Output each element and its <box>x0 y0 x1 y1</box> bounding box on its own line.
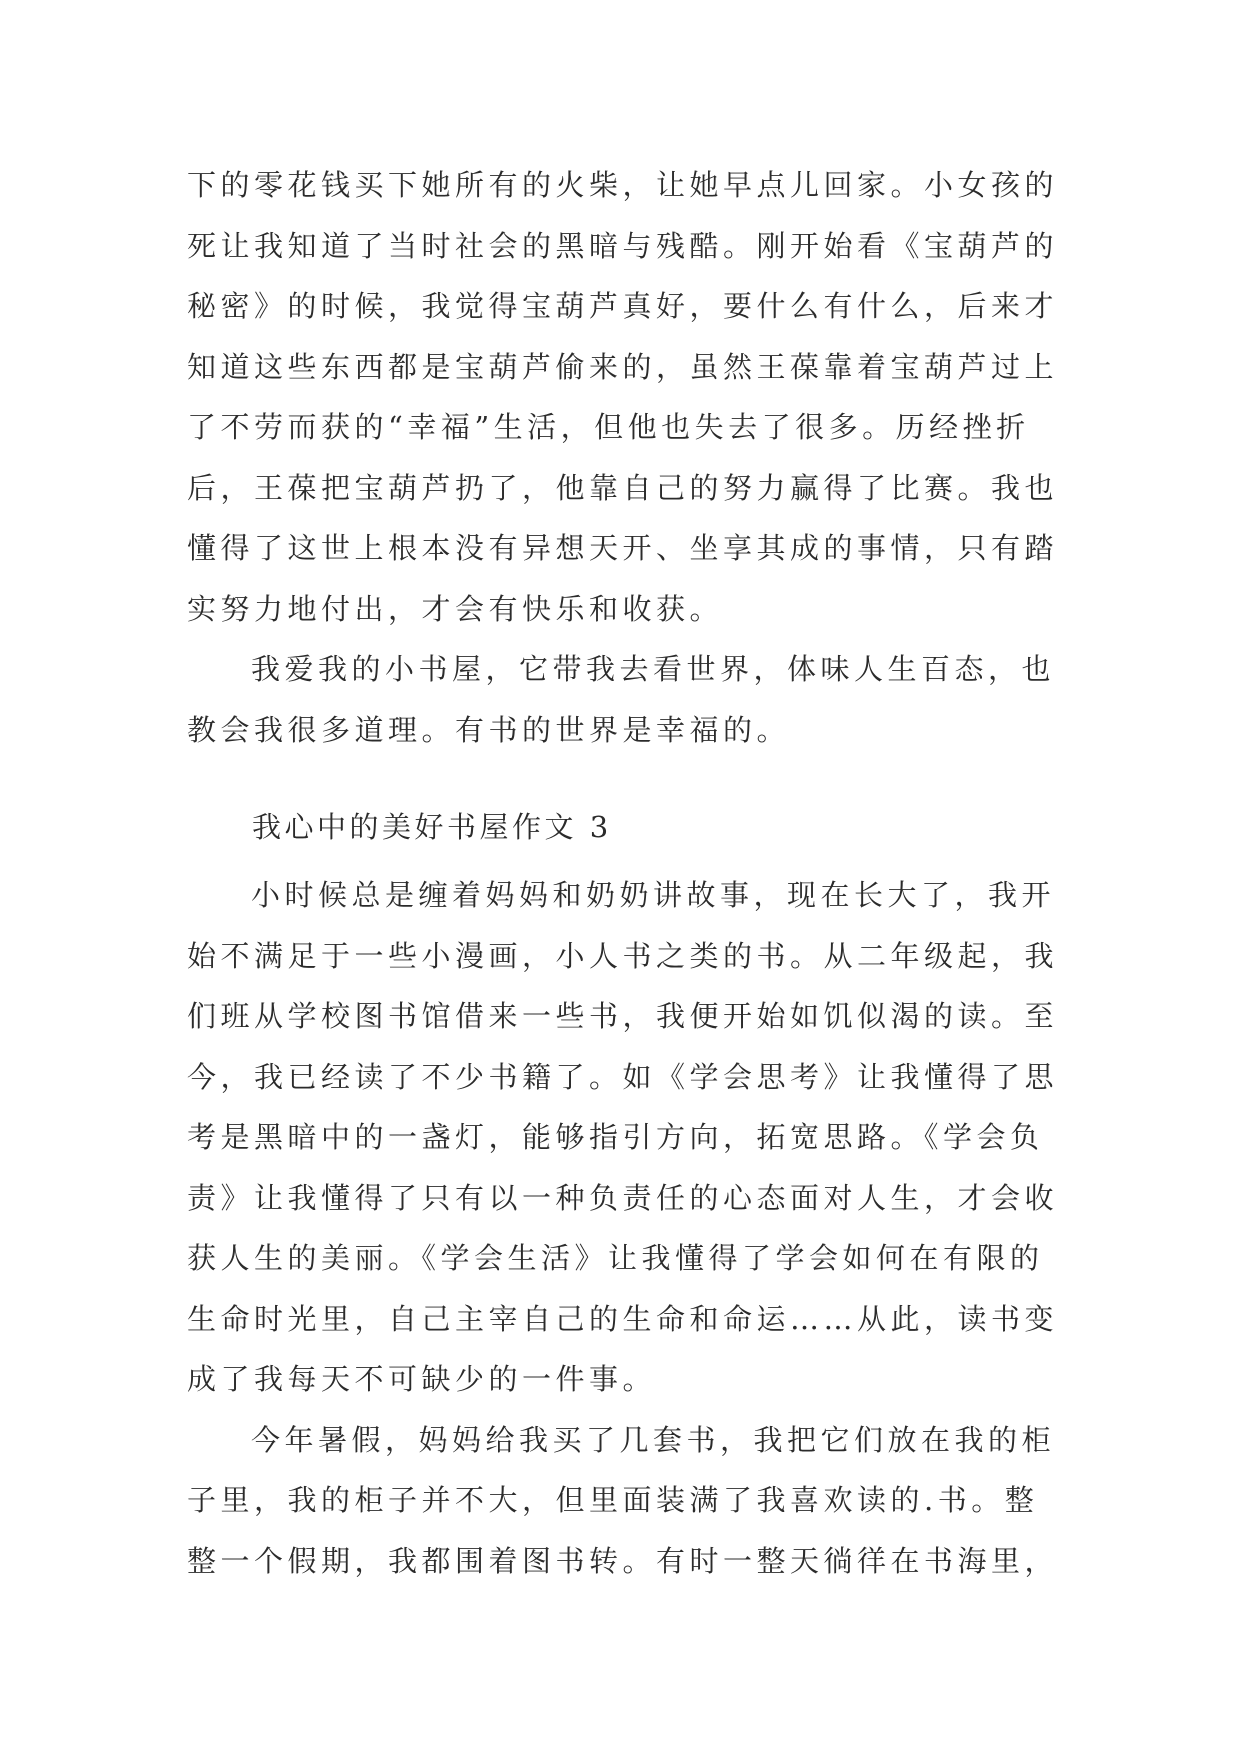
text-line: 实努力地付出，才会有快乐和收获。 <box>187 591 724 626</box>
text-line: 考是黑暗中的一盏灯，能够指引方向，拓宽思路。《学会负 <box>187 1120 1044 1154</box>
text-line: 今，我已经读了不少书籍了。如《学会思考》让我懂得了思 <box>187 1059 1059 1094</box>
text-line: 今年暑假，妈妈给我买了几套书，我把它们放在我的柜 <box>251 1422 1056 1457</box>
text-line: 成了我每天不可缺少的一件事。 <box>187 1362 657 1396</box>
text-line: 后，王葆把宝葫芦扔了，他靠自己的努力赢得了比赛。我也 <box>187 470 1059 505</box>
text-line: 子里，我的柜子并不大，但里面装满了我喜欢读的.书。整 <box>187 1483 1039 1517</box>
text-line: 懂得了这世上根本没有异想天开、坐享其成的事情，只有踏 <box>187 531 1059 565</box>
text-line: 了不劳而获的“幸福”生活，但他也失去了很多。历经挫折 <box>187 410 1030 444</box>
text-line: 教会我很多道理。有书的世界是幸福的。 <box>187 712 791 747</box>
paragraph-continuation <box>187 155 1059 760</box>
text-line: 始不满足于一些小漫画，小人书之类的书。从二年级起，我 <box>187 938 1059 973</box>
paragraph-body <box>187 865 1059 1591</box>
text-line: 下的零花钱买下她所有的火柴，让她早点儿回家。小女孩的 <box>187 168 1059 202</box>
essay-heading: 我心中的美好书屋作文 3 <box>252 810 612 844</box>
text-line: 死让我知道了当时社会的黑暗与残酷。刚开始看《宝葫芦的 <box>187 228 1059 263</box>
text-line: 整一个假期，我都围着图书转。有时一整天徜徉在书海里， <box>187 1543 1059 1578</box>
text-line: 秘密》的时候，我觉得宝葫芦真好，要什么有什么，后来才 <box>187 289 1059 323</box>
text-line: 我爱我的小书屋，它带我去看世界，体味人生百态，也 <box>251 652 1056 686</box>
text-line: 责》让我懂得了只有以一种负责任的心态面对人生，才会收 <box>187 1180 1059 1215</box>
text-line: 们班从学校图书馆借来一些书，我便开始如饥似渴的读。至 <box>187 999 1059 1033</box>
text-line: 小时候总是缠着妈妈和奶奶讲故事，现在长大了，我开 <box>251 878 1056 912</box>
text-line: 生命时光里，自己主宰自己的生命和命运……从此，读书变 <box>187 1301 1059 1336</box>
text-line: 获人生的美丽。《学会生活》让我懂得了学会如何在有限的 <box>187 1241 1044 1275</box>
text-line: 知道这些东西都是宝葫芦偷来的，虽然王葆靠着宝葫芦过上 <box>187 349 1059 384</box>
